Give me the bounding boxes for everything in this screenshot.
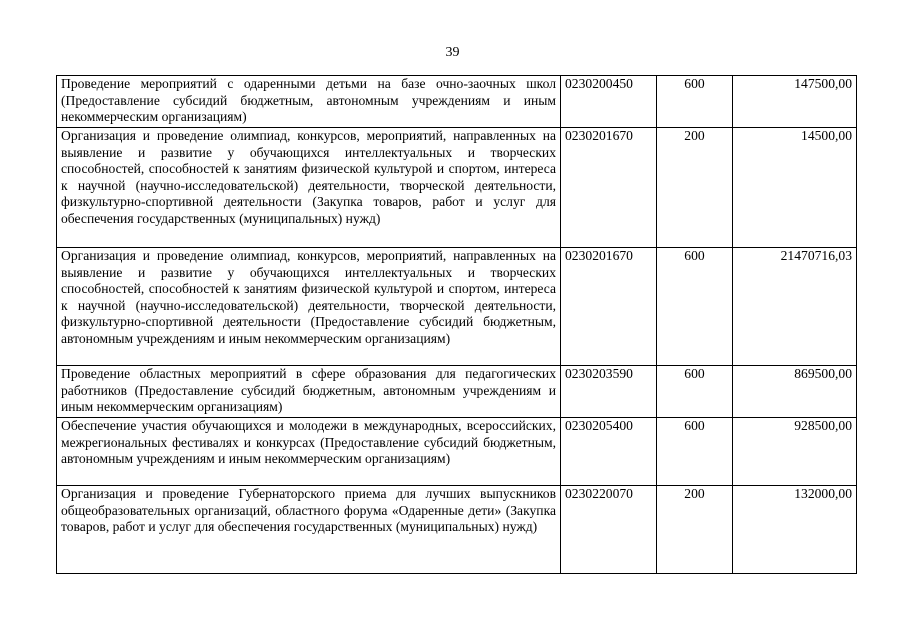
row-expense-type: 600 bbox=[657, 248, 733, 366]
row-target-code: 0230201670 bbox=[561, 128, 657, 248]
table-row bbox=[57, 76, 857, 128]
row-expense-type: 200 bbox=[657, 128, 733, 248]
row-expense-type: 600 bbox=[657, 366, 733, 418]
table-row bbox=[57, 418, 857, 486]
row-amount: 14500,00 bbox=[733, 128, 857, 248]
row-description: Организация и проведение олимпиад, конкурсов, мероприятий, направленных на выявление и развитие у обучающихся интеллектуальных и творческих способностей, способностей к занятиям физической культурой и спортом, интереса к научной (научно-исследовательской) деятельности, творческой деятельности, физкультурно-спортивной деятельности (Предоставление субсидий бюджетным, автономным учреждениям и иным некоммерческим организациям) bbox=[57, 248, 561, 366]
row-target-code: 0230220070 bbox=[561, 486, 657, 574]
row-target-code: 0230201670 bbox=[561, 248, 657, 366]
row-expense-type: 600 bbox=[657, 76, 733, 128]
row-description: Организация и проведение Губернаторского приема для лучших выпускников общеобразовательных организаций, областного форума «Одаренные дети» (Закупка товаров, работ и услуг для обеспечения государственных (муниципальных) нужд) bbox=[57, 486, 561, 574]
row-target-code: 0230200450 bbox=[561, 76, 657, 128]
row-expense-type: 600 bbox=[657, 418, 733, 486]
row-target-code: 0230203590 bbox=[561, 366, 657, 418]
row-amount: 21470716,03 bbox=[733, 248, 857, 366]
budget-table bbox=[56, 75, 857, 574]
row-description: Проведение мероприятий с одаренными детьми на базе очно-заочных школ (Предоставление субсидий бюджетным, автономным учреждениям и иным некоммерческим организациям) bbox=[57, 76, 561, 128]
table-row bbox=[57, 366, 857, 418]
table-row bbox=[57, 486, 857, 574]
row-description: Обеспечение участия обучающихся и молодежи в международных, всероссийских, межрегиональных фестивалях и конкурсах (Предоставление субсидий бюджетным, автономным учреждениям и иным некоммерческим организациям) bbox=[57, 418, 561, 486]
row-amount: 132000,00 bbox=[733, 486, 857, 574]
table-row bbox=[57, 128, 857, 248]
table-row bbox=[57, 248, 857, 366]
row-target-code: 0230205400 bbox=[561, 418, 657, 486]
page-number: 39 bbox=[445, 45, 460, 60]
row-description: Организация и проведение олимпиад, конкурсов, мероприятий, направленных на выявление и развитие у обучающихся интеллектуальных и творческих способностей, способностей к занятиям физической культурой и спортом, интереса к научной (научно-исследовательской) деятельности, творческой деятельности, физкультурно-спортивной деятельности (Закупка товаров, работ и услуг для обеспечения государственных (муниципальных) нужд) bbox=[57, 128, 561, 248]
row-amount: 928500,00 bbox=[733, 418, 857, 486]
row-amount: 869500,00 bbox=[733, 366, 857, 418]
row-expense-type: 200 bbox=[657, 486, 733, 574]
row-description: Проведение областных мероприятий в сфере образования для педагогических работников (Предоставление субсидий бюджетным, автономным учреждениям и иным некоммерческим организациям) bbox=[57, 366, 561, 418]
row-amount: 147500,00 bbox=[733, 76, 857, 128]
